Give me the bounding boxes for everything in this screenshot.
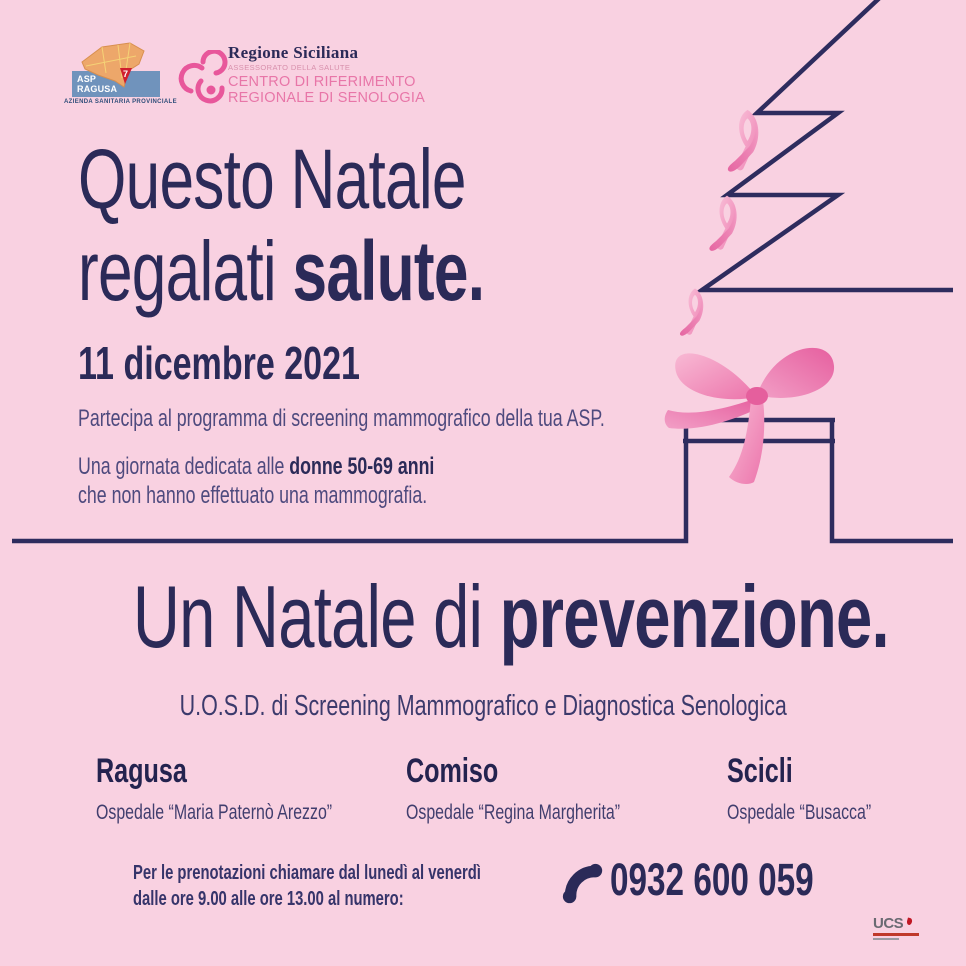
- location-hospital: Ospedale “Maria Paternò Arezzo”: [96, 800, 333, 824]
- region-title: Regione Siciliana: [228, 43, 359, 62]
- event-date: 11 dicembre 2021: [78, 337, 360, 389]
- location-hospital: Ospedale “Regina Margherita”: [406, 800, 621, 824]
- booking-info: Per le prenotazioni chiamare dal lunedì al venerdì dalle ore 9.00 alle ore 13.00 al numero:: [133, 862, 481, 910]
- ucs-logo-tagline-placeholder: [873, 938, 899, 940]
- location-comiso: [406, 752, 695, 825]
- location-scicli: [727, 752, 922, 825]
- senology-center-name: CENTRO DI RIFERIMENTO REGIONALE DI SENOLOGIA: [228, 73, 425, 106]
- asp-logo-caption: AZIENDA SANITARIA PROVINCIALE: [64, 99, 177, 105]
- location-city: Comiso: [406, 752, 499, 790]
- section-subtitle: U.O.S.D. di Screening Mammografico e Diagnostica Senologica: [179, 690, 787, 722]
- hero-paragraph-2: Una giornata dedicata alle donne 50-69 anni che non hanno effettuato una mammografia.: [78, 453, 435, 509]
- ucs-logo-text: UCS: [873, 915, 904, 932]
- location-city: Scicli: [727, 752, 793, 790]
- hero-paragraph-1: Partecipa al programma di screening mammografico della tua ASP.: [78, 405, 605, 432]
- asp-ragusa-logo: [64, 40, 184, 110]
- ucs-logo-tagline-placeholder: [873, 933, 919, 936]
- location-hospital: Ospedale “Busacca”: [727, 800, 872, 824]
- region-subtitle: ASSESSORATO DELLA SALUTE: [228, 63, 351, 72]
- region-siciliana-block: [228, 44, 425, 106]
- section-title: Un Natale di prevenzione.: [132, 567, 889, 666]
- location-ragusa: [96, 752, 415, 825]
- phone-handset-icon: [560, 861, 606, 907]
- awareness-ribbon-icon: [680, 288, 703, 335]
- senology-center-logo-mark: [176, 50, 228, 106]
- asp-marker-number: 7: [123, 69, 129, 79]
- awareness-ribbon-icon: [728, 110, 758, 172]
- location-city: Ragusa: [96, 752, 187, 790]
- hero-title: Questo Natale regalati salute.: [78, 132, 485, 318]
- ucs-logo-mark: [906, 917, 913, 925]
- sicily-map-icon: [78, 40, 150, 92]
- tree-zigzag-line: [702, 0, 953, 290]
- awareness-ribbon-icon: [709, 196, 736, 251]
- ucs-logo: [873, 917, 933, 940]
- asp-logo-name: ASP RAGUSA: [77, 74, 118, 94]
- phone-number: 0932 600 059: [610, 854, 814, 905]
